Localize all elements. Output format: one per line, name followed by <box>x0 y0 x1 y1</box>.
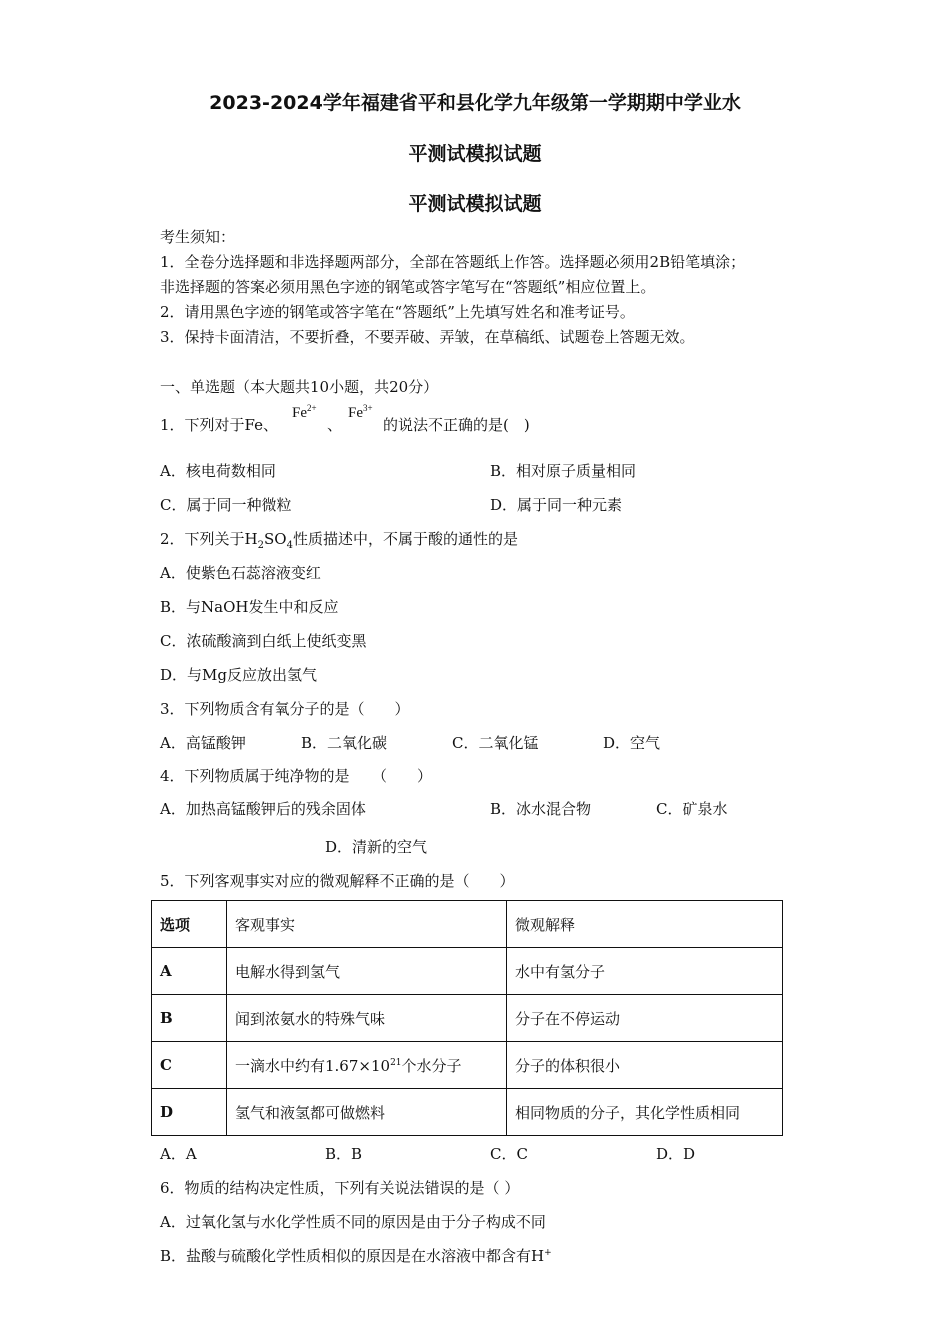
q3-option-d: D．空气 <box>603 734 661 752</box>
q5-option-c: C．C <box>490 1145 528 1163</box>
q1-fe3-symbol: Fe <box>348 405 363 421</box>
page-subtitle: 平测试模拟试题 <box>408 143 542 165</box>
table-cell-fact <box>227 1042 507 1089</box>
table-cell-option: D <box>152 1089 227 1136</box>
q1-stem-b: 的说法不正确的是( ) <box>383 416 530 434</box>
q2-option-a: A．使紫色石蕊溶液变红 <box>160 564 321 582</box>
q6-option-b <box>160 1245 552 1266</box>
q6-option-a: A．过氧化氢与水化学性质不同的原因是由于分子构成不同 <box>160 1213 546 1231</box>
q4-option-d: D．清新的空气 <box>325 838 428 856</box>
q5-option-b: B．B <box>325 1145 363 1163</box>
q3-stem: 3．下列物质含有氧分子的是（ ） <box>160 700 410 718</box>
q5-stem: 5．下列客观事实对应的微观解释不正确的是（ ） <box>160 872 515 890</box>
q2-stem <box>160 528 518 551</box>
q1-fe3-ion <box>348 403 373 422</box>
q5-table <box>151 900 783 1136</box>
fact-text-b: 个水分子 <box>401 1056 462 1075</box>
table-cell-explain: 分子的体积很小 <box>507 1042 783 1089</box>
q2-option-c: C．浓硫酸滴到白纸上使纸变黑 <box>160 632 367 650</box>
q1-stem-a: 1．下列对于Fe、 <box>160 416 279 434</box>
table-cell-fact: 闻到浓氨水的特殊气味 <box>227 995 507 1042</box>
q1-option-a: A．核电荷数相同 <box>160 462 276 480</box>
q1-fe2-ion <box>292 403 317 422</box>
q2-stem-a: 2．下列关于H <box>160 530 258 548</box>
q2-option-d: D．与Mg反应放出氢气 <box>160 666 317 684</box>
table-cell-option: A <box>152 948 227 995</box>
q2-sub-2: 2 <box>257 540 265 551</box>
q6-stem: 6．物质的结构决定性质，下列有关说法错误的是（ ） <box>160 1179 520 1197</box>
notice-heading: 考生须知： <box>160 228 236 246</box>
q6-option-b-text: B．盐酸与硫酸化学性质相似的原因是在水溶液中都含有H <box>160 1247 545 1265</box>
q1-option-b: B．相对原子质量相同 <box>490 462 637 480</box>
q4-option-c: C．矿泉水 <box>656 800 728 818</box>
page-subtitle-repeat: 平测试模拟试题 <box>408 193 542 215</box>
table-cell-option: B <box>152 995 227 1042</box>
table-cell-explain: 相同物质的分子，其化学性质相同 <box>507 1089 783 1136</box>
q1-separator: 、 <box>327 416 343 434</box>
q4-option-b: B．冰水混合物 <box>490 800 592 818</box>
table-row <box>152 1089 783 1136</box>
section-heading: 一、单选题（本大题共10小题，共20分） <box>160 378 439 396</box>
q3-option-c: C．二氧化锰 <box>452 734 539 752</box>
q2-sub-4: 4 <box>286 540 293 551</box>
table-row <box>152 1042 783 1089</box>
fact-text-a: 一滴水中约有1.67×10 <box>235 1056 391 1075</box>
table-cell-fact: 电解水得到氢气 <box>227 948 507 995</box>
q4-option-a: A．加热高锰酸钾后的残余固体 <box>160 800 366 818</box>
q1-option-c: C．属于同一种微粒 <box>160 496 292 514</box>
notice-item-1a: 1．全卷分选择题和非选择题两部分，全部在答题纸上作答。选择题必须用2B铅笔填涂； <box>160 253 746 271</box>
table-cell-option: C <box>152 1042 227 1089</box>
table-header-cell: 客观事实 <box>227 901 507 948</box>
fact-exponent: 21 <box>390 1057 402 1068</box>
notice-item-1b: 非选择题的答案必须用黑色字迹的钢笔或答字笔写在“答题纸”相应位置上。 <box>160 278 656 296</box>
table-header-cell: 微观解释 <box>507 901 783 948</box>
table-cell-explain: 水中有氢分子 <box>507 948 783 995</box>
q1-fe2-symbol: Fe <box>292 405 307 421</box>
q4-stem: 4．下列物质属于纯净物的是 （ ） <box>160 767 433 785</box>
q3-option-b: B．二氧化碳 <box>301 734 388 752</box>
q2-so: SO <box>264 530 287 548</box>
q2-option-b: B．与NaOH发生中和反应 <box>160 598 339 616</box>
notice-item-3: 3．保持卡面清洁，不要折叠，不要弄破、弄皱，在草稿纸、试题卷上答题无效。 <box>160 328 695 346</box>
table-cell-explain: 分子在不停运动 <box>507 995 783 1042</box>
q2-stem-b: 性质描述中，不属于酸的通性的是 <box>292 530 518 548</box>
table-header-cell: 选项 <box>152 901 227 948</box>
q6-option-b-charge: + <box>544 1248 552 1258</box>
q3-option-a: A．高锰酸钾 <box>160 734 246 752</box>
table-cell-fact: 氢气和液氢都可做燃料 <box>227 1089 507 1136</box>
q1-fe2-charge: 2+ <box>307 403 317 413</box>
table-header-row <box>152 901 783 948</box>
table-row <box>152 995 783 1042</box>
q1-fe3-charge: 3+ <box>363 403 373 413</box>
q1-option-d: D．属于同一种元素 <box>490 496 623 514</box>
page-title: 2023-2024学年福建省平和县化学九年级第一学期期中学业水 <box>209 92 741 114</box>
notice-item-2: 2．请用黑色字迹的钢笔或答字笔在“答题纸”上先填写姓名和准考证号。 <box>160 303 635 321</box>
table-row <box>152 948 783 995</box>
q5-option-a: A．A <box>160 1145 197 1163</box>
q5-option-d: D．D <box>656 1145 696 1163</box>
